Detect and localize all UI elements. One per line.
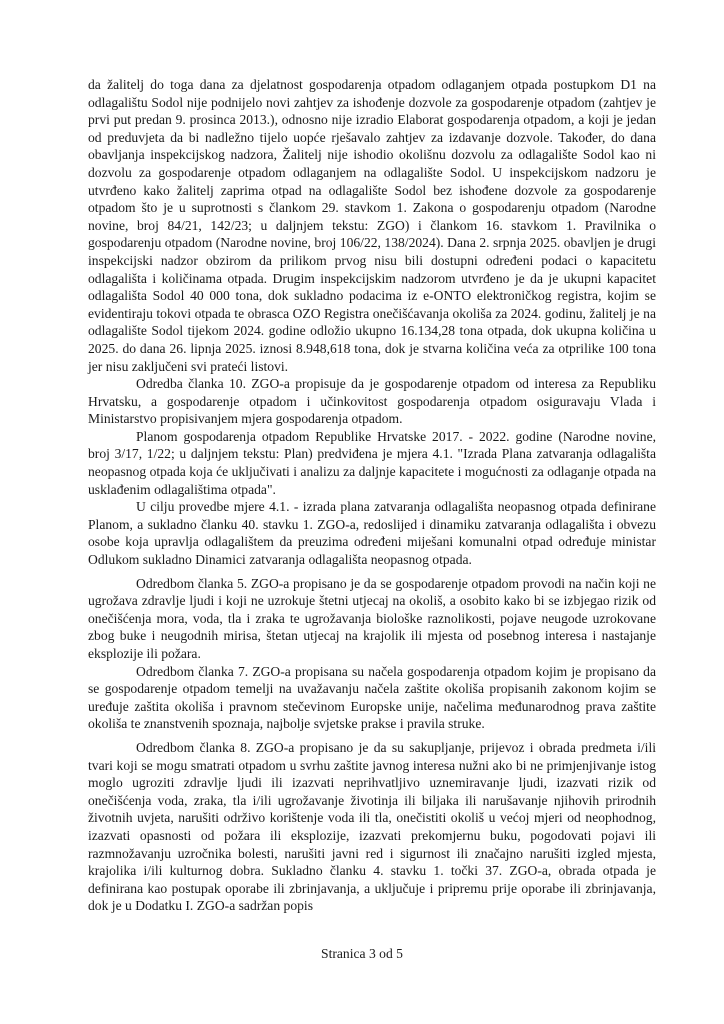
paragraph-measure-4-1: U cilju provedbe mjere 4.1. - izrada plana zatvaranja odlagališta neopasnog otpada definirane Planom, a sukladno članku 40. stavku 1. ZGO-a, redoslijed i dinamiku zatvaranja odlagališta i obvezu osobe koja upravlja odlagalištem da preuzima određeni miješani komunalni otpad određuje ministar Odlukom sukladno Dinamici zatvaranja odlagališta neopasnog otpada. bbox=[88, 499, 656, 568]
page-number-footer: Stranica 3 od 5 bbox=[321, 946, 403, 961]
paragraph-continuation: da žalitelj do toga dana za djelatnost gospodarenja otpadom odlaganjem otpada postupkom D1 na odlagalištu Sodol nije podnijelo novi zahtjev za ishođenje dozvole za gospodarenje otpadom (zahtjev je prvi put predan 9. prosinca 2013.), odnosno nije izradio Elaborat gospodarenja otpadom, a koji je jedan od preduvjeta da bi nadležno tijelo uopće rješavalo zahtjev za izdavanje dozvole. Također, do dana obavljanja inspekcijskog nadzora, Žalitelj nije ishodio okolišnu dozvolu za odlagalište Sodol kao ni dozvolu za gospodarenje otpadom odlaganjem na odlagalište Sodol. U inspekcijskom nadzoru je utvrđeno kako žalitelj zaprima otpad na odlagalište Sodol bez ishođene dozvole za gospodarenje otpadom što je u suprotnosti s člankom 29. stavkom 1. Zakona o gospodarenju otpadom (Narodne novine, broj 84/21, 142/23; u daljnjem tekstu: ZGO) i člankom 16. stavkom 1. Pravilnika o gospodarenju otpadom (Narodne novine, broj 106/22, 138/2024). Dana 2. srpnja 2025. obavljen je drugi inspekcijski nadzor obzirom da prilikom prvog nisu bili dostupni određeni podaci o kapacitetu odlagališta i količinama otpada. Drugim inspekcijskim nadzorom utvrđeno je da je ukupni kapacitet odlagališta Sodol 40 000 tona, dok sukladno podacima iz e-ONTO elektroničkog registra, kojim se evidentiraju tokovi otpada te obrasca OZO Registra onečišćavanja okoliša za 2024. godinu, žalitelj je na odlagalište Sodol tijekom 2024. godine odložio ukupno 16.134,28 tona otpada, dok ukupna količina u 2025. do dana 26. lipnja 2025. iznosi 8.948,618 tona, dok je stvarna količina veća za otprilike 100 tona jer nisu zaključeni svi prateći listovi. bbox=[88, 77, 656, 374]
paragraph-article-5: Odredbom članka 5. ZGO-a propisano je da se gospodarenje otpadom provodi na način koji ne ugrožava zdravlje ljudi i koji ne uzrokuje štetni utjecaj na okoliš, a osobito kako bi se izbjegao rizik od onečišćenja mora, voda, tla i zraka te ugrožavanja biološke raznolikosti, pojave neugode uzrokovane zbog buke i neugodnih mirisa, štetan utjecaj na krajolik ili mjesta od posebnog interesa i nastajanje eksplozije ili požara. bbox=[88, 575, 656, 661]
paragraph-article-10: Odredba članka 10. ZGO-a propisuje da je gospodarenje otpadom od interesa za Republiku Hrvatsku, a gospodarenje otpadom i učinkovitost gospodarenja otpadom osiguravaju Vlada i Ministarstvo propisivanjem mjera gospodarenja otpadom. bbox=[88, 376, 656, 427]
paragraph-waste-plan: Planom gospodarenja otpadom Republike Hrvatske 2017. - 2022. godine (Narodne novine, broj 3/17, 1/22; u daljnjem tekstu: Plan) predviđena je mjera 4.1. "Izrada Plana zatvaranja odlagališta neopasnog otpada koja će uključivati i analizu za daljnje kapacitete i mogućnosti za odlaganje otpada na usklađenim odlagalištima otpada". bbox=[88, 428, 656, 497]
paragraph-article-8: Odredbom članka 8. ZGO-a propisano je da su sakupljanje, prijevoz i obrada predmeta i/ili tvari koji se mogu smatrati otpadom u svrhu zaštite javnog interesa nužni ako bi ne primjenjivanje istog moglo ugroziti zdravlje ljudi ili izazvati neprihvatljivo uznemiravanje ljudi, izazvati rizik od onečišćenja voda, zraka, tla i/ili ugrožavanje životinja ili biljaka ili narušavanje njihovih prirodnih životnih uvjeta, narušiti održivo korištenje voda ili tla, onečistiti okoliš u većoj mjeri od neophodnog, izazvati opasnosti od požara ili eksplozije, izazvati prekomjernu buku, pogodovati pojavi ili razmnožavanju uzročnika bolesti, narušiti javni red i sigurnost ili značajno narušiti izgled mjesta, krajolika i/ili kulturnog dobra. Sukladno članku 4. stavku 1. točki 37. ZGO-a, obrada otpada je definirana kao postupak oporabe ili zbrinjavanja, a uključuje i pripremu prije oporabe ili zbrinjavanja, dok je u Dodatku I. ZGO-a sadržan popis bbox=[88, 739, 656, 914]
paragraph-article-7: Odredbom članka 7. ZGO-a propisana su načela gospodarenja otpadom kojim je propisano da se gospodarenje otpadom temelji na uvažavanju načela zaštite okoliša propisanih zakonom kojim se uređuje zaštita okoliša i pravnom stečevinom Europske unije, načelima međunarodnog prava zaštite okoliša te znanstvenih spoznaja, najbolje svjetske prakse i pravila struke. bbox=[88, 663, 656, 732]
document-body bbox=[88, 76, 656, 915]
